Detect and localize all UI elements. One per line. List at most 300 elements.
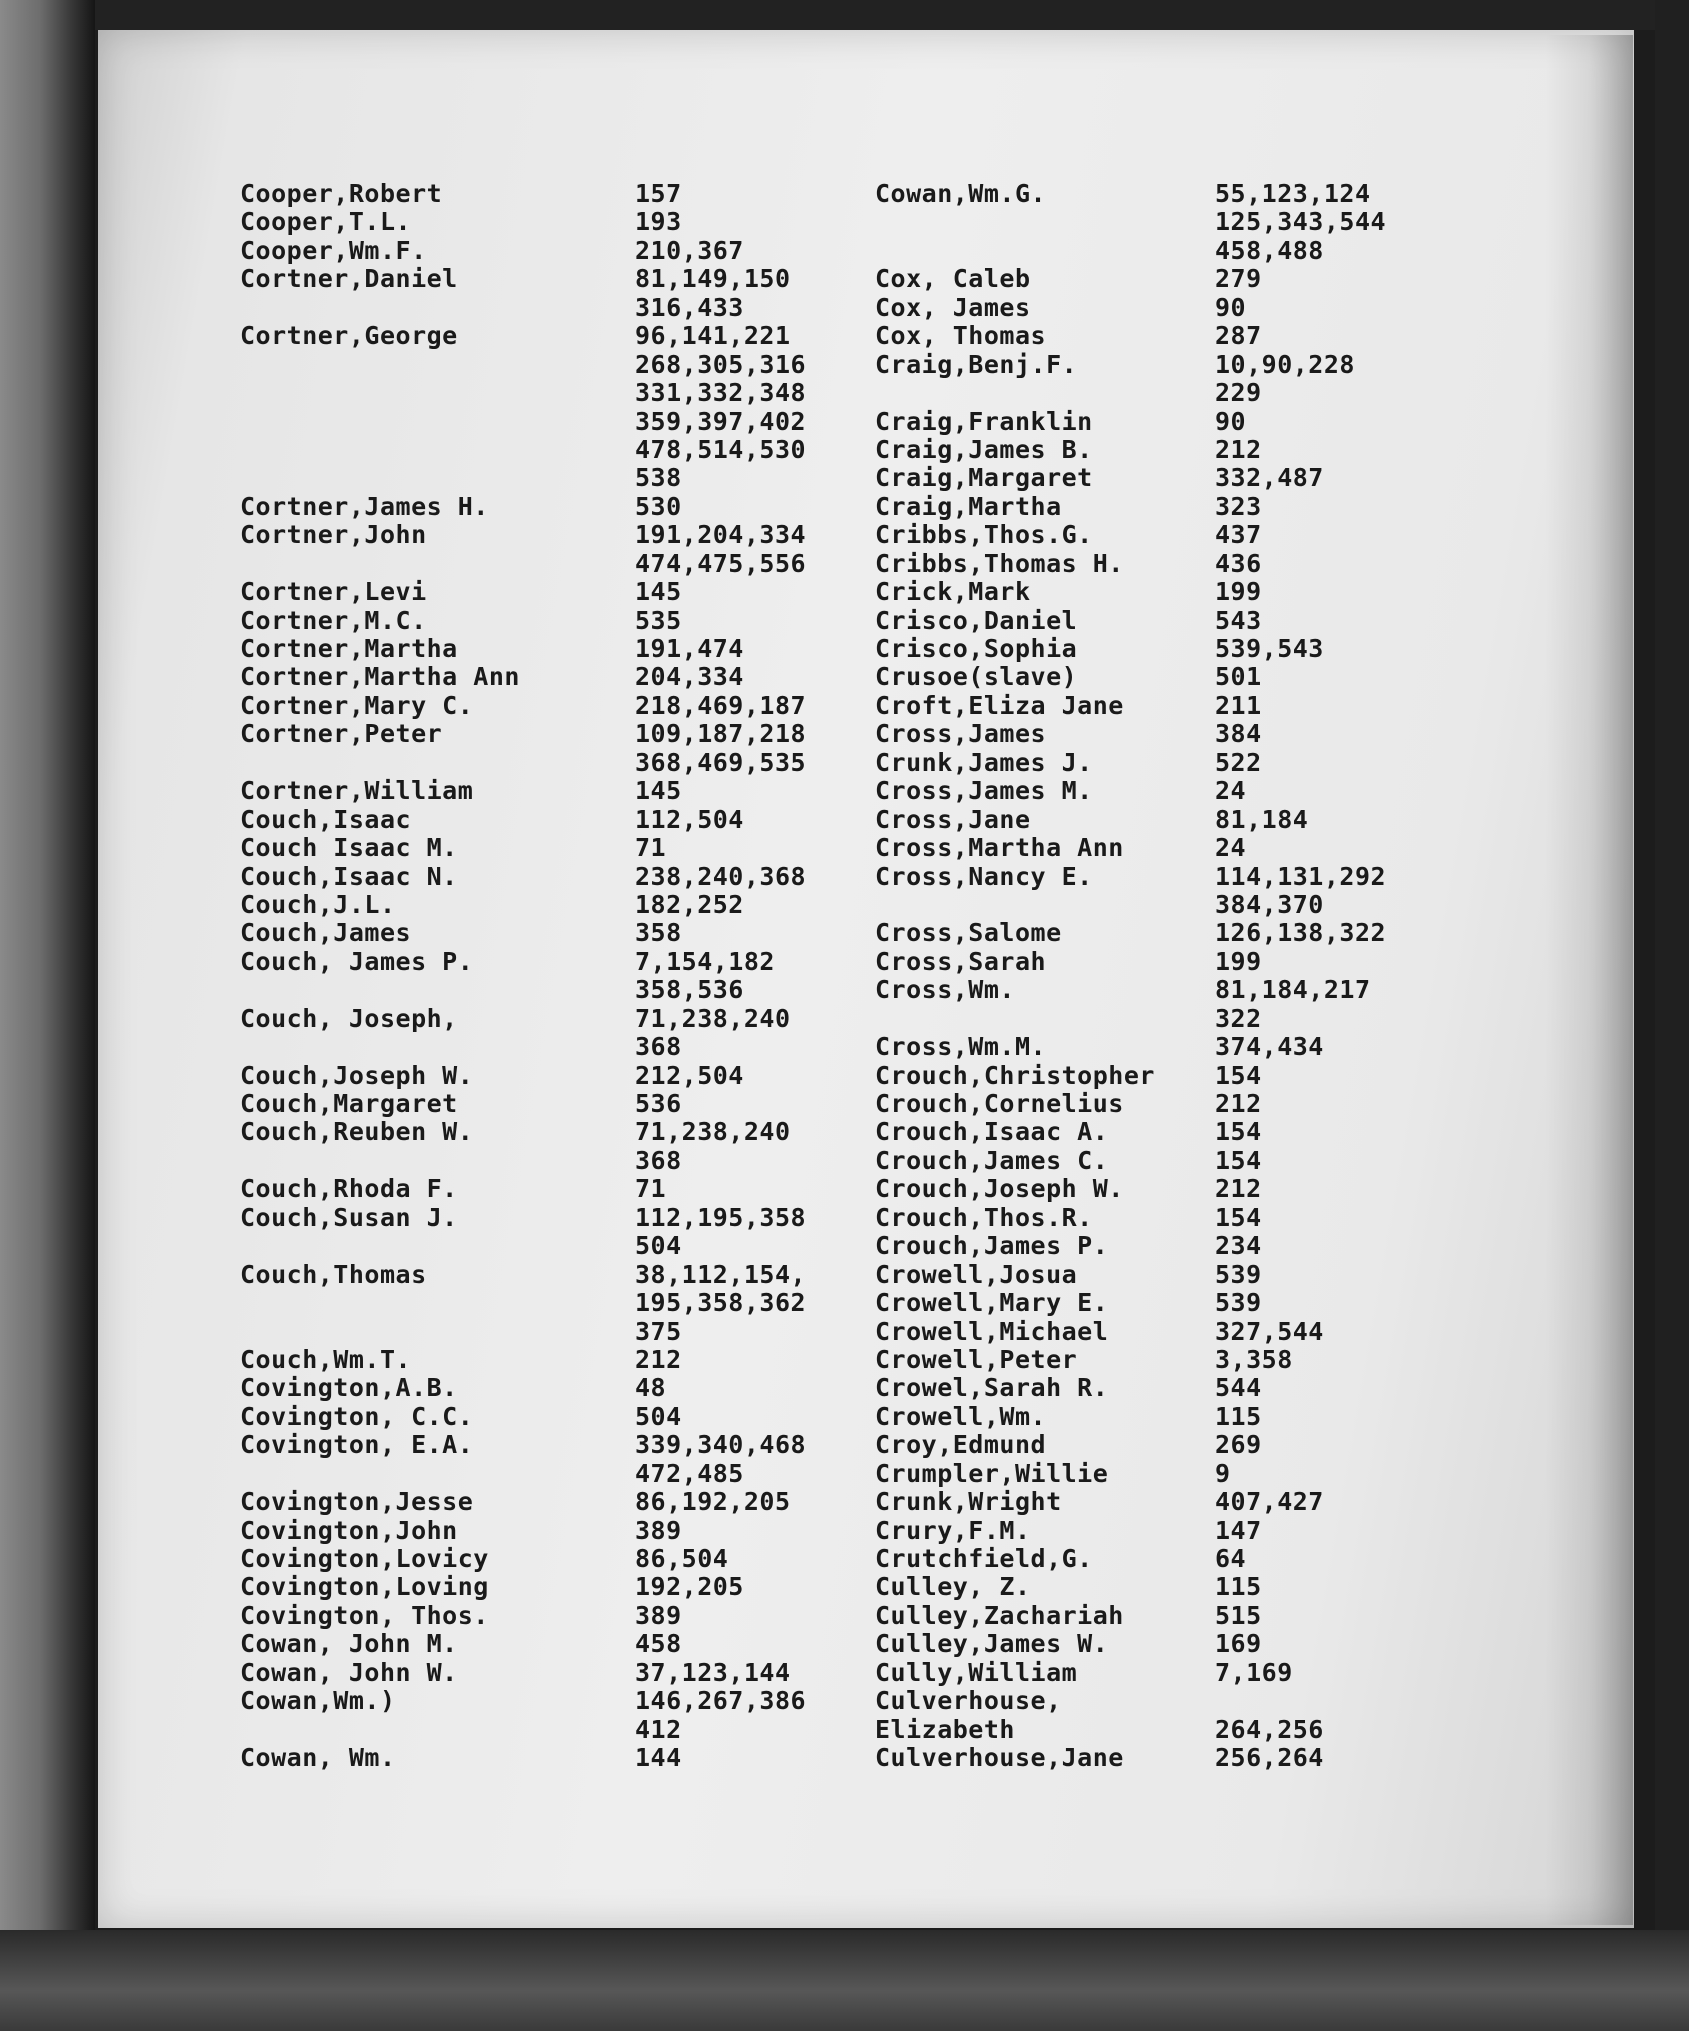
entry-name: Couch,Susan J. [240, 1202, 458, 1232]
entry-pages: 154 [1215, 1145, 1262, 1175]
index-entry [240, 1062, 900, 1090]
entry-pages: 384,370 [1215, 889, 1324, 919]
entry-pages: 256,264 [1215, 1743, 1324, 1773]
entry-name: Cooper,T.L. [240, 207, 412, 237]
index-entry [875, 635, 1485, 663]
entry-name: Cribbs,Thos.G. [875, 520, 1093, 550]
entry-pages: 125,343,544 [1215, 207, 1387, 237]
entry-pages: 115 [1215, 1401, 1262, 1431]
index-entry [240, 948, 900, 976]
index-entry [240, 322, 900, 350]
entry-pages: 81,184 [1215, 804, 1309, 834]
entry-name: Cowan,Wm.G. [875, 179, 1047, 208]
entry-pages: 199 [1215, 946, 1262, 976]
entry-pages: 238,240,368 [635, 861, 807, 891]
entry-name: Craig,Benj.F. [875, 349, 1078, 379]
entry-pages: 81,184,217 [1215, 975, 1371, 1005]
entry-pages: 458,488 [1215, 235, 1324, 265]
index-entry [240, 493, 900, 521]
entry-pages: 269 [1215, 1430, 1262, 1460]
entry-name: Cross,Wm.M. [875, 1032, 1047, 1062]
entry-name: Cortner,Levi [240, 577, 427, 607]
entry-pages: 212 [1215, 1174, 1262, 1204]
index-entry [240, 1659, 900, 1687]
index-entry [875, 1147, 1485, 1175]
entry-pages: 504 [635, 1231, 682, 1261]
entry-name: Cortner,Peter [240, 719, 443, 749]
index-entry [875, 1687, 1485, 1715]
entry-pages: 212 [1215, 1089, 1262, 1118]
entry-name: Couch,J.L. [240, 889, 396, 919]
entry-pages: 389 [635, 1515, 682, 1545]
index-entry [240, 1118, 900, 1146]
index-entry [875, 1602, 1485, 1630]
index-entry [240, 1488, 900, 1516]
index-entry [875, 777, 1485, 805]
entry-pages: 339,340,468 [635, 1430, 807, 1460]
entry-pages: 472,485 [635, 1458, 744, 1488]
entry-name: Couch,Isaac [240, 804, 412, 834]
entry-pages: 504 [635, 1401, 682, 1431]
index-entry [240, 379, 900, 407]
entry-name: Crouch,Cornelius [875, 1089, 1124, 1118]
entry-name: Cross,James [875, 719, 1047, 749]
index-entry [875, 1431, 1485, 1459]
index-entry [240, 436, 900, 464]
entry-pages: 332,487 [1215, 463, 1324, 493]
entry-pages: 48 [635, 1373, 667, 1403]
entry-name: Culverhouse, [875, 1686, 1062, 1716]
index-entry [240, 1346, 900, 1374]
entry-pages: 55,123,124 [1215, 179, 1371, 208]
page-curl-shadow [1545, 35, 1633, 1925]
index-entry [875, 408, 1485, 436]
index-entry [240, 1460, 900, 1488]
index-entry [240, 550, 900, 578]
entry-name: Couch,Rhoda F. [240, 1174, 458, 1204]
entry-pages: 71 [635, 1174, 667, 1204]
index-entry [240, 1175, 900, 1203]
entry-name: Cortner,Martha [240, 634, 458, 663]
entry-name: Cross,Wm. [875, 975, 1015, 1005]
entry-name: Covington, Thos. [240, 1600, 489, 1630]
entry-pages: 38,112,154, [635, 1259, 807, 1289]
entry-pages: 115 [1215, 1572, 1262, 1602]
entry-pages: 279 [1215, 264, 1262, 294]
index-entry [240, 464, 900, 492]
entry-name: Crouch,James C. [875, 1145, 1109, 1175]
index-entry [875, 1062, 1485, 1090]
entry-name: Cribbs,Thomas H. [875, 548, 1124, 578]
index-entry [240, 777, 900, 805]
index-entry [240, 891, 900, 919]
index-entry [875, 521, 1485, 549]
index-entry [875, 265, 1485, 293]
index-entry [240, 237, 900, 265]
index-entry [240, 1687, 900, 1715]
entry-name: Croy,Edmund [875, 1430, 1047, 1460]
index-entry [875, 1033, 1485, 1061]
entry-pages: 10,90,228 [1215, 349, 1355, 379]
entry-pages: 71,238,240 [635, 1003, 791, 1033]
entry-pages: 501 [1215, 662, 1262, 692]
entry-name: Covington,Jesse [240, 1487, 474, 1517]
entry-pages: 368 [635, 1145, 682, 1175]
entry-pages: 71 [635, 833, 667, 863]
entry-pages: 112,504 [635, 804, 744, 834]
index-entry [875, 1118, 1485, 1146]
entry-pages: 407,427 [1215, 1487, 1324, 1517]
index-entry [240, 521, 900, 549]
entry-name: Crusoe(slave) [875, 662, 1078, 692]
entry-name: Covington,A.B. [240, 1373, 458, 1403]
index-entry [875, 1488, 1485, 1516]
index-entry [875, 834, 1485, 862]
entry-pages: 374,434 [1215, 1032, 1324, 1062]
frame-bottom-edge [0, 1930, 1689, 2031]
frame-right-edge [1655, 0, 1689, 2031]
entry-name: Cortner,John [240, 520, 427, 550]
index-entry [240, 265, 900, 293]
index-entry [875, 294, 1485, 322]
index-entry [875, 1403, 1485, 1431]
entry-pages: 316,433 [635, 292, 744, 322]
entry-pages: 368 [635, 1032, 682, 1062]
index-entry [875, 1346, 1485, 1374]
entry-pages: 90 [1215, 406, 1247, 436]
entry-pages: 3,358 [1215, 1344, 1293, 1374]
entry-pages: 322 [1215, 1003, 1262, 1033]
entry-name: Couch,James [240, 918, 412, 948]
index-entry [240, 1602, 900, 1630]
entry-name: Crick,Mark [875, 577, 1031, 607]
entry-pages: 195,358,362 [635, 1288, 807, 1318]
entry-name: Cross,Salome [875, 918, 1062, 948]
index-entry [240, 408, 900, 436]
entry-name: Crutchfield,G. [875, 1544, 1093, 1573]
entry-name: Cox, Thomas [875, 321, 1047, 351]
entry-pages: 268,305,316 [635, 349, 807, 379]
index-entry [875, 663, 1485, 691]
index-entry [875, 578, 1485, 606]
entry-name: Cooper,Robert [240, 179, 443, 208]
entry-pages: 331,332,348 [635, 378, 807, 408]
entry-pages: 191,474 [635, 634, 744, 663]
index-entry [875, 806, 1485, 834]
index-entry [875, 351, 1485, 379]
entry-name: Couch,Thomas [240, 1259, 427, 1289]
entry-name: Cowan,Wm.) [240, 1686, 396, 1716]
index-entry [240, 919, 900, 947]
index-entry [240, 1318, 900, 1346]
entry-name: Cortner,Mary C. [240, 690, 474, 720]
entry-pages: 7,154,182 [635, 946, 775, 976]
index-entry [240, 1374, 900, 1402]
index-entry [240, 720, 900, 748]
entry-name: Cooper,Wm.F. [240, 235, 427, 265]
index-entry [240, 863, 900, 891]
index-column-right [875, 180, 1485, 1773]
entry-pages: 212,504 [635, 1060, 744, 1090]
entry-name: Cortner,William [240, 776, 474, 806]
index-entry [875, 1090, 1485, 1118]
index-entry [240, 1403, 900, 1431]
entry-name: Culley, Z. [875, 1572, 1031, 1602]
entry-name: Craig,Margaret [875, 463, 1093, 493]
entry-pages: 144 [635, 1743, 682, 1773]
entry-pages: 96,141,221 [635, 321, 791, 351]
entry-name: Covington, C.C. [240, 1401, 474, 1431]
entry-name: Couch, James P. [240, 946, 474, 976]
entry-name: Croft,Eliza Jane [875, 690, 1124, 720]
entry-pages: 437 [1215, 520, 1262, 550]
entry-name: Crumpler,Willie [875, 1458, 1109, 1488]
index-entry [240, 1744, 900, 1772]
index-entry [875, 493, 1485, 521]
entry-pages: 539 [1215, 1259, 1262, 1289]
entry-name: Couch, Joseph, [240, 1003, 458, 1033]
index-entry [240, 1005, 900, 1033]
index-entry [875, 891, 1485, 919]
entry-name: Craig,Martha [875, 491, 1062, 521]
entry-pages: 530 [635, 491, 682, 521]
entry-pages: 210,367 [635, 235, 744, 265]
entry-pages: 384 [1215, 719, 1262, 749]
entry-pages: 539,543 [1215, 634, 1324, 663]
index-entry [875, 180, 1485, 208]
entry-pages: 154 [1215, 1202, 1262, 1232]
entry-name: Couch,Isaac N. [240, 861, 458, 891]
entry-name: Couch,Margaret [240, 1089, 458, 1118]
entry-pages: 90 [1215, 292, 1247, 322]
entry-name: Crouch,James P. [875, 1231, 1109, 1261]
entry-name: Cortner,Daniel [240, 264, 458, 294]
entry-pages: 368,469,535 [635, 747, 807, 777]
index-column-left [240, 180, 900, 1773]
index-entry [240, 351, 900, 379]
index-entry [875, 1460, 1485, 1488]
entry-name: Cowan, Wm. [240, 1743, 396, 1773]
index-entry [875, 1261, 1485, 1289]
entry-pages: 287 [1215, 321, 1262, 351]
index-entry [240, 208, 900, 236]
entry-pages: 358,536 [635, 975, 744, 1005]
entry-name: Culley,James W. [875, 1629, 1109, 1659]
entry-name: Cross,Martha Ann [875, 833, 1124, 863]
entry-pages: 264,256 [1215, 1714, 1324, 1744]
index-entry [875, 692, 1485, 720]
entry-pages: 515 [1215, 1600, 1262, 1630]
entry-pages: 211 [1215, 690, 1262, 720]
entry-name: Crowell,Josua [875, 1259, 1078, 1289]
index-entry [240, 663, 900, 691]
entry-name: Covington,Loving [240, 1572, 489, 1602]
entry-name: Crouch,Isaac A. [875, 1117, 1109, 1147]
index-entry [875, 948, 1485, 976]
entry-pages: 192,205 [635, 1572, 744, 1602]
index-entry [240, 1261, 900, 1289]
index-entry [240, 806, 900, 834]
entry-pages: 327,544 [1215, 1316, 1324, 1346]
entry-pages: 24 [1215, 833, 1247, 863]
entry-name: Crisco,Daniel [875, 605, 1078, 635]
index-entry [875, 863, 1485, 891]
entry-pages: 112,195,358 [635, 1202, 807, 1232]
index-entry [240, 976, 900, 1004]
entry-name: Crury,F.M. [875, 1515, 1031, 1545]
entry-name: Craig,Franklin [875, 406, 1093, 436]
index-entry [240, 578, 900, 606]
frame-top [0, 0, 1689, 30]
entry-name: Couch,Reuben W. [240, 1117, 474, 1147]
entry-name: Cross,Jane [875, 804, 1031, 834]
index-entry [875, 1175, 1485, 1203]
index-entry [875, 1630, 1485, 1658]
index-entry [875, 1545, 1485, 1573]
entry-pages: 538 [635, 463, 682, 493]
entry-name: Crouch,Joseph W. [875, 1174, 1124, 1204]
entry-pages: 154 [1215, 1060, 1262, 1090]
entry-name: Covington, E.A. [240, 1430, 474, 1460]
entry-name: Crowell,Michael [875, 1316, 1109, 1346]
entry-pages: 474,475,556 [635, 548, 807, 578]
index-entry [875, 749, 1485, 777]
entry-name: Cortner,James H. [240, 491, 489, 521]
index-entry [240, 1289, 900, 1317]
index-entry [875, 379, 1485, 407]
index-entry [875, 1744, 1485, 1772]
index-entry [240, 635, 900, 663]
entry-name: Crowell,Peter [875, 1344, 1078, 1374]
entry-pages: 9 [1215, 1458, 1231, 1488]
index-entry [875, 1374, 1485, 1402]
entry-pages: 375 [635, 1316, 682, 1346]
entry-name: Crowell,Mary E. [875, 1288, 1109, 1318]
index-entry [875, 322, 1485, 350]
entry-pages: 147 [1215, 1515, 1262, 1545]
index-entry [240, 294, 900, 322]
entry-name: Cox, James [875, 292, 1031, 322]
index-entry [875, 720, 1485, 748]
entry-name: Cross,Sarah [875, 946, 1047, 976]
entry-pages: 191,204,334 [635, 520, 807, 550]
entry-pages: 126,138,322 [1215, 918, 1387, 948]
index-entry [240, 1204, 900, 1232]
index-entry [875, 550, 1485, 578]
entry-pages: 204,334 [635, 662, 744, 692]
entry-pages: 199 [1215, 577, 1262, 607]
entry-pages: 37,123,144 [635, 1657, 791, 1687]
entry-pages: 71,238,240 [635, 1117, 791, 1147]
entry-name: Cox, Caleb [875, 264, 1031, 294]
entry-name: Crouch,Thos.R. [875, 1202, 1093, 1232]
entry-pages: 212 [635, 1344, 682, 1374]
index-entry [240, 1232, 900, 1260]
entry-name: Couch,Joseph W. [240, 1060, 474, 1090]
index-entry [240, 1716, 900, 1744]
index-entry [240, 607, 900, 635]
entry-pages: 539 [1215, 1288, 1262, 1318]
index-entry [240, 1517, 900, 1545]
entry-name: Cross,Nancy E. [875, 861, 1093, 891]
entry-name: Cortner,George [240, 321, 458, 351]
entry-name: Crowel,Sarah R. [875, 1373, 1109, 1403]
entry-name: Covington,Lovicy [240, 1544, 489, 1573]
entry-pages: 24 [1215, 776, 1247, 806]
entry-pages: 7,169 [1215, 1657, 1293, 1687]
entry-pages: 86,192,205 [635, 1487, 791, 1517]
index-entry [875, 208, 1485, 236]
index-entry [875, 237, 1485, 265]
entry-pages: 478,514,530 [635, 434, 807, 464]
entry-name: Cortner,Martha Ann [240, 662, 520, 692]
entry-pages: 229 [1215, 378, 1262, 408]
index-entry [240, 1630, 900, 1658]
entry-name: Cully,William [875, 1657, 1078, 1687]
entry-name: Cowan, John W. [240, 1657, 458, 1687]
entry-pages: 145 [635, 776, 682, 806]
entry-pages: 182,252 [635, 889, 744, 919]
entry-name: Cross,James M. [875, 776, 1093, 806]
entry-name: Craig,James B. [875, 434, 1093, 464]
entry-name: Crunk,James J. [875, 747, 1093, 777]
index-entry [875, 1659, 1485, 1687]
index-entry [875, 1517, 1485, 1545]
entry-pages: 212 [1215, 434, 1262, 464]
entry-pages: 154 [1215, 1117, 1262, 1147]
index-entry [875, 464, 1485, 492]
entry-name: Couch,Wm.T. [240, 1344, 412, 1374]
entry-pages: 358 [635, 918, 682, 948]
entry-pages: 193 [635, 207, 682, 237]
entry-name: Elizabeth [875, 1714, 1015, 1744]
entry-name: Culverhouse,Jane [875, 1743, 1124, 1773]
entry-pages: 412 [635, 1714, 682, 1744]
entry-pages: 218,469,187 [635, 690, 807, 720]
entry-pages: 522 [1215, 747, 1262, 777]
entry-name: Couch Isaac M. [240, 833, 458, 863]
index-entry [875, 1005, 1485, 1033]
index-entry [240, 1090, 900, 1118]
index-entry [240, 180, 900, 208]
index-entry [240, 1573, 900, 1601]
entry-name: Culley,Zachariah [875, 1600, 1124, 1630]
entry-pages: 543 [1215, 605, 1262, 635]
index-entry [875, 607, 1485, 635]
entry-pages: 458 [635, 1629, 682, 1659]
frame-left-edge [0, 0, 95, 2031]
entry-name: Crunk,Wright [875, 1487, 1062, 1517]
entry-pages: 86,504 [635, 1544, 729, 1573]
entry-pages: 145 [635, 577, 682, 607]
entry-pages: 544 [1215, 1373, 1262, 1403]
index-entry [875, 1232, 1485, 1260]
index-entry [875, 1204, 1485, 1232]
index-entry [240, 692, 900, 720]
index-entry [240, 1431, 900, 1459]
entry-pages: 535 [635, 605, 682, 635]
index-entry [875, 1289, 1485, 1317]
index-entry [875, 436, 1485, 464]
index-entry [875, 976, 1485, 1004]
entry-pages: 436 [1215, 548, 1262, 578]
index-entry [240, 1147, 900, 1175]
entry-pages: 169 [1215, 1629, 1262, 1659]
index-entry [240, 749, 900, 777]
entry-name: Covington,John [240, 1515, 458, 1545]
entry-pages: 234 [1215, 1231, 1262, 1261]
entry-name: Cowan, John M. [240, 1629, 458, 1659]
